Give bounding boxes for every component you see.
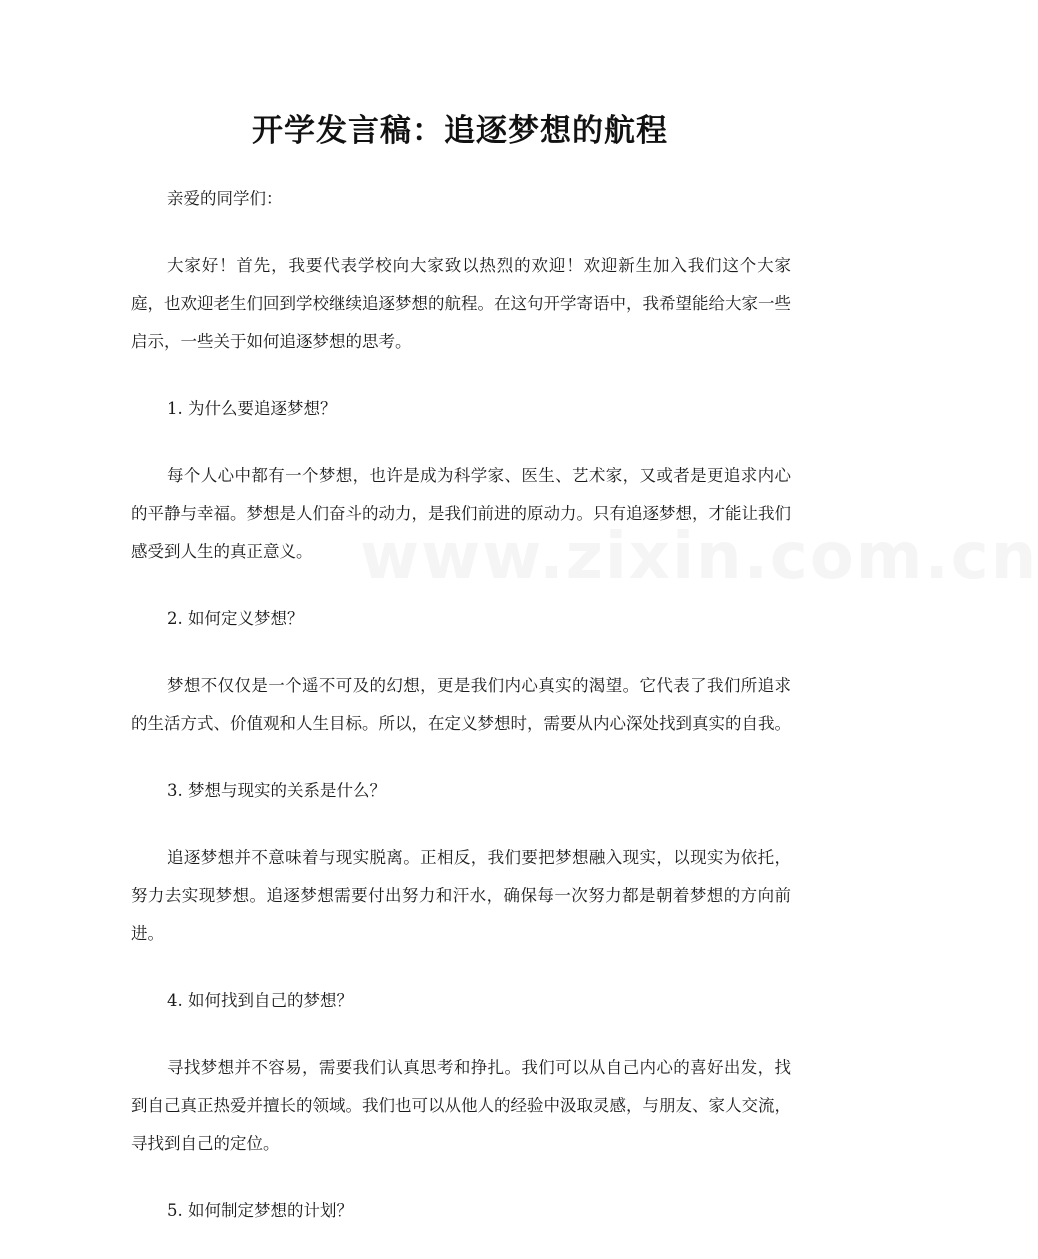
intro-paragraph: 大家好！首先，我要代表学校向大家致以热烈的欢迎！欢迎新生加入我们这个大家庭，也欢迎老生们回到学校继续追逐梦想的航程。在这句开学寄语中，我希望能给大家一些启示，一些关于如何追逐梦想的思考。 (131, 256, 791, 351)
page-title: 开学发言稿：追逐梦想的航程 (252, 113, 668, 149)
section-paragraph-4: 寻找梦想并不容易，需要我们认真思考和挣扎。我们可以从自己内心的喜好出发，找到自己真正热爱并擅长的领域。我们也可以从他人的经验中汲取灵感，与朋友、家人交流，寻找到自己的定位。 (131, 1058, 791, 1153)
watermark: www.zixin.com.cn (360, 520, 1038, 594)
section-heading-4: 4. 如何找到自己的梦想？ (167, 991, 353, 1010)
section-paragraph-2: 梦想不仅仅是一个遥不可及的幻想，更是我们内心真实的渴望。它代表了我们所追求的生活方式、价值观和人生目标。所以，在定义梦想时，需要从内心深处找到真实的自我。 (131, 676, 791, 733)
section-paragraph-1: 每个人心中都有一个梦想，也许是成为科学家、医生、艺术家，又或者是更追求内心的平静与幸福。梦想是人们奋斗的动力，是我们前进的原动力。只有追逐梦想，才能让我们感受到人生的真正意义。 (131, 466, 791, 561)
section-heading-5: 5. 如何制定梦想的计划？ (167, 1201, 353, 1220)
section-paragraph-3: 追逐梦想并不意味着与现实脱离。正相反，我们要把梦想融入现实，以现实为依托，努力去实现梦想。追逐梦想需要付出努力和汗水，确保每一次努力都是朝着梦想的方向前进。 (131, 848, 791, 943)
document-body (131, 180, 791, 1259)
greeting-paragraph: 亲爱的同学们： (167, 189, 283, 208)
section-heading-2: 2. 如何定义梦想？ (167, 609, 304, 628)
section-heading-1: 1. 为什么要追逐梦想？ (167, 399, 337, 418)
section-heading-3: 3. 梦想与现实的关系是什么？ (167, 781, 386, 800)
